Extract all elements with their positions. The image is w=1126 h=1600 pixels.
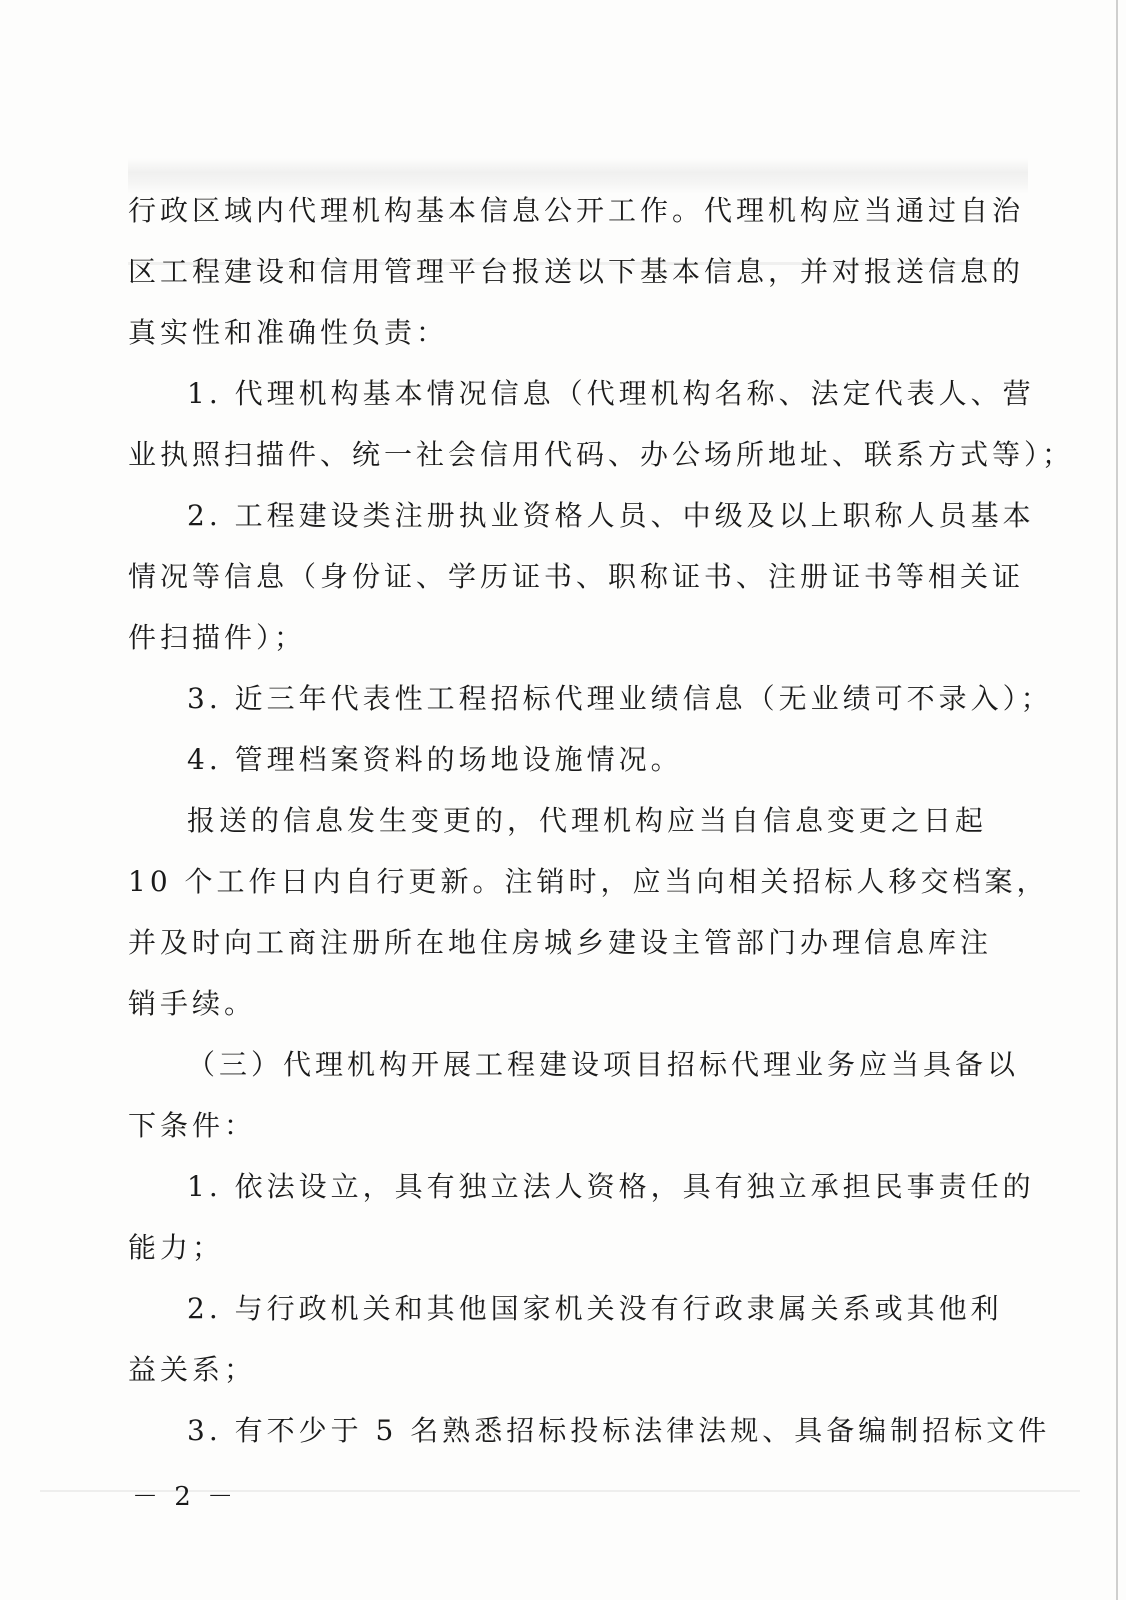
text-line: 益关系； xyxy=(128,1353,257,1386)
document-body xyxy=(128,192,1075,1473)
text-line: 能力； xyxy=(128,1231,225,1264)
text-line: 4. 管理档案资料的场地设施情况。 xyxy=(187,743,683,776)
text-line: 并及时向工商注册所在地住房城乡建设主管部门办理信息库注 xyxy=(128,926,993,959)
text-line: 报送的信息发生变更的，代理机构应当自信息变更之日起 xyxy=(187,804,988,837)
page-edge xyxy=(1116,0,1118,1600)
text-line: 10 个工作日内自行更新。注销时，应当向相关招标人移交档案， xyxy=(128,865,1049,898)
text-line: 1. 依法设立，具有独立法人资格，具有独立承担民事责任的 xyxy=(187,1170,1035,1203)
text-line: 1. 代理机构基本情况信息（代理机构名称、法定代表人、营 xyxy=(187,377,1035,410)
text-line: 销手续。 xyxy=(128,987,257,1020)
text-line: 3. 有不少于 5 名熟悉招标投标法律法规、具备编制招标文件 xyxy=(187,1414,1051,1447)
text-line: 区工程建设和信用管理平台报送以下基本信息，并对报送信息的 xyxy=(128,255,1025,288)
text-line: 件扫描件）； xyxy=(128,621,307,654)
text-line: 真实性和准确性负责： xyxy=(128,316,449,349)
text-line: 3. 近三年代表性工程招标代理业绩信息（无业绩可不录入）； xyxy=(187,682,1053,715)
text-line: 2. 与行政机关和其他国家机关没有行政隶属关系或其他利 xyxy=(187,1292,1003,1325)
text-line: 情况等信息（身份证、学历证书、职称证书、注册证书等相关证 xyxy=(128,560,1025,593)
text-line: 行政区域内代理机构基本信息公开工作。代理机构应当通过自治 xyxy=(128,194,1025,227)
scan-bleed-through xyxy=(128,158,1028,194)
text-line: （三）代理机构开展工程建设项目招标代理业务应当具备以 xyxy=(187,1048,1020,1081)
text-line: 下条件： xyxy=(128,1109,257,1142)
text-line: 2. 工程建设类注册执业资格人员、中级及以上职称人员基本 xyxy=(187,499,1035,532)
page-number: － 2 － xyxy=(132,1482,238,1512)
text-line: 业执照扫描件、统一社会信用代码、办公场所地址、联系方式等）； xyxy=(128,438,1075,471)
